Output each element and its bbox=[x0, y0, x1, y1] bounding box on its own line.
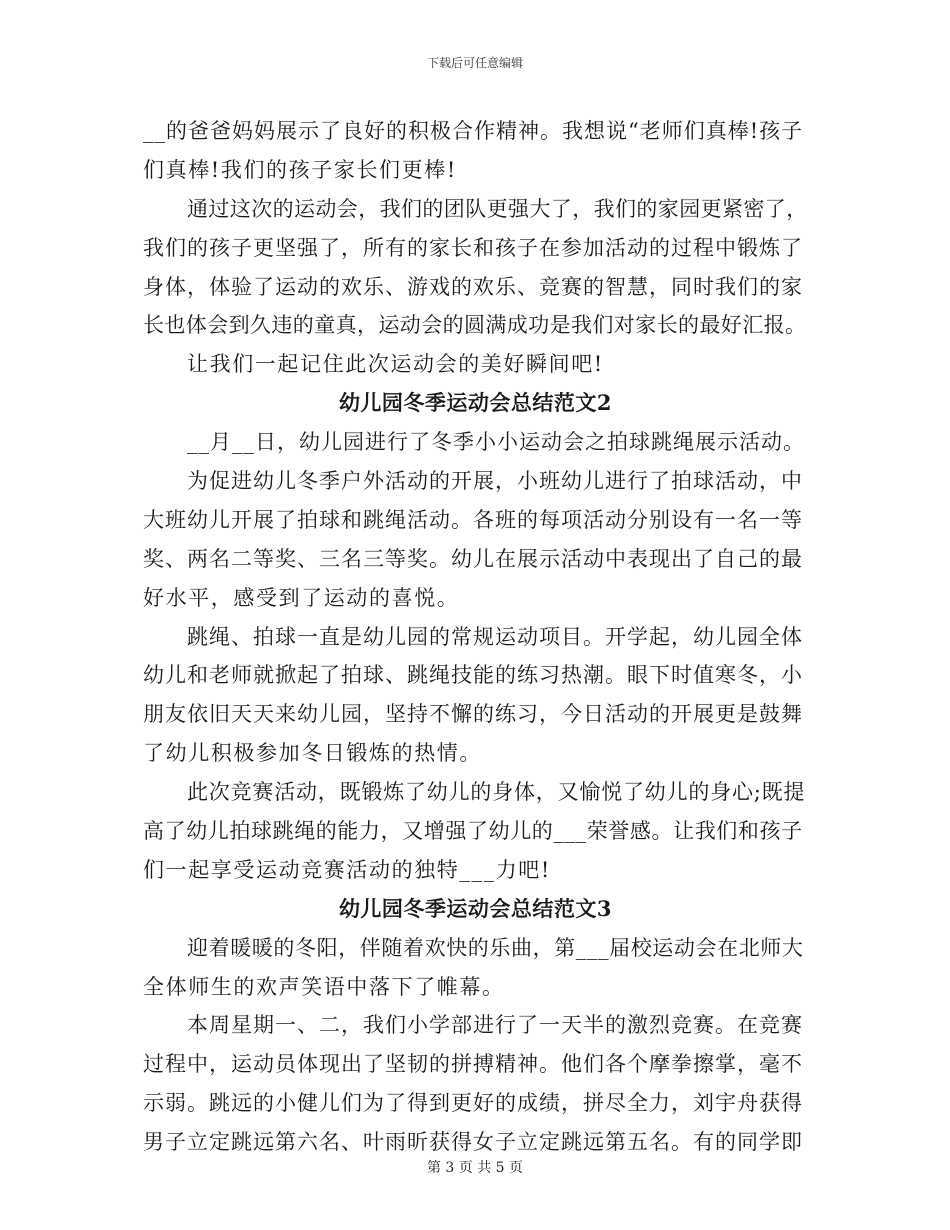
paragraph-line: 大班幼儿开展了拍球和跳绳活动。各班的每项活动分别设有一名一等 bbox=[143, 507, 803, 532]
paragraph-line: 们真棒!我们的孩子家长们更棒! bbox=[143, 157, 457, 182]
paragraph-line: 奖、两名二等奖、三名三等奖。幼儿在展示活动中表现出了自己的最 bbox=[143, 546, 803, 571]
paragraph-line: 过程中，运动员体现出了坚韧的拼搏精神。他们各个摩拳擦掌，毫不 bbox=[143, 1052, 803, 1077]
paragraph-line: 跳绳、拍球一直是幼儿园的常规运动项目。开学起，幼儿园全体 bbox=[187, 624, 803, 649]
paragraph-line: 高了幼儿拍球跳绳的能力，又增强了幼儿的___荣誉感。让我们和孩子 bbox=[143, 819, 803, 844]
paragraph-line: 朋友依旧天天来幼儿园，坚持不懈的练习，今日活动的开展更是鼓舞 bbox=[143, 702, 803, 727]
page-header: 下载后可任意编辑 bbox=[426, 56, 523, 70]
page-footer: 第 3 页 共 5 页 bbox=[426, 1160, 524, 1176]
paragraph-line: 全体师生的欢声笑语中落下了帷幕。 bbox=[143, 974, 505, 999]
paragraph-line: __的爸爸妈妈展示了良好的积极合作精神。我想说“老师们真棒!孩子 bbox=[143, 119, 804, 143]
paragraph-line: 本周星期一、二，我们小学部进行了一天半的激烈竞赛。在竞赛 bbox=[187, 1013, 803, 1038]
paragraph-line: 让我们一起记住此次运动会的美好瞬间吧! bbox=[187, 352, 604, 377]
paragraph-line: 通过这次的运动会，我们的团队更强大了，我们的家园更紧密了， bbox=[187, 196, 808, 221]
paragraph-line: 迎着暖暖的冬阳，伴随着欢快的乐曲，第___届校运动会在北师大 bbox=[187, 935, 804, 960]
paragraph-line: 们一起享受运动竞赛活动的独特___力吧! bbox=[143, 857, 551, 882]
document-body bbox=[143, 112, 808, 1162]
paragraph-line: 我们的孩子更坚强了，所有的家长和孩子在参加活动的过程中锻炼了 bbox=[143, 235, 803, 260]
paragraph-line: 了幼儿积极参加冬日锻炼的热情。 bbox=[143, 741, 482, 766]
paragraph-line: 身体，体验了运动的欢乐、游戏的欢乐、竞赛的智慧，同时我们的家 bbox=[143, 274, 803, 299]
paragraph-line: 此次竞赛活动，既锻炼了幼儿的身体，又愉悦了幼儿的身心;既提 bbox=[187, 780, 806, 805]
paragraph-line: 为促进幼儿冬季户外活动的开展，小班幼儿进行了拍球活动，中 bbox=[187, 469, 803, 494]
paragraph-line: 幼儿和老师就掀起了拍球、跳绳技能的练习热潮。眼下时值寒冬，小 bbox=[143, 663, 803, 688]
section-title: 幼儿园冬季运动会总结范文2 bbox=[338, 390, 613, 416]
paragraph-line: 男子立定跳远第六名、叶雨昕获得女子立定跳远第五名。有的同学即 bbox=[143, 1130, 803, 1155]
paragraph-line: 示弱。跳远的小健儿们为了得到更好的成绩，拼尽全力，刘宇舟获得 bbox=[143, 1091, 803, 1116]
paragraph-line: 好水平，感受到了运动的喜悦。 bbox=[143, 585, 460, 610]
paragraph-line: __月__日，幼儿园进行了冬季小小运动会之拍球跳绳展示活动。 bbox=[187, 430, 805, 455]
section-title: 幼儿园冬季运动会总结范文3 bbox=[338, 895, 613, 921]
paragraph-line: 长也体会到久违的童真，运动会的圆满成功是我们对家长的最好汇报。 bbox=[143, 313, 807, 338]
